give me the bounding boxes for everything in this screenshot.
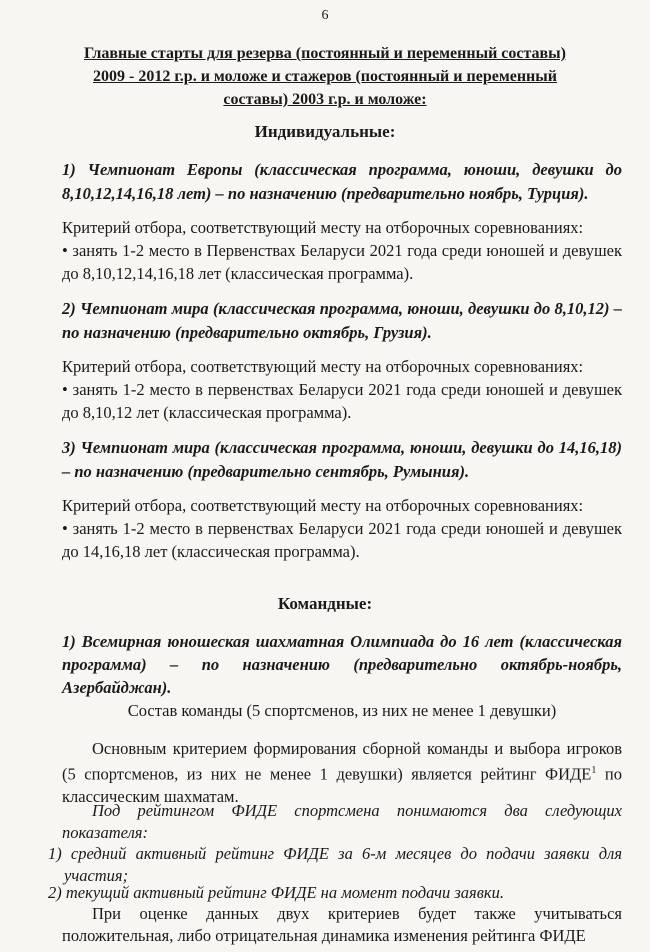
criterion-bullet: • занять 1-2 место в первенствах Беларуси 2021 года среди юношей и девушек до 8,10,12 лет (классическая программа).	[62, 380, 622, 422]
individual-title: Индивидуальные:	[254, 122, 396, 141]
heading-line-1: Главные старты для резерва (постоянный и переменный составы)	[84, 45, 566, 62]
rating-item-1: 1) средний активный рейтинг ФИДЕ за 6-м месяцев до подачи заявки для участия;	[48, 844, 622, 885]
heading-line-3: составы) 2003 г.р. и моложе:	[223, 91, 427, 108]
criterion-intro: Критерий отбора, соответствующий месту на отборочных соревнованиях:	[62, 357, 584, 376]
team-event-1: 1) Всемирная юношеская шахматная Олимпиада до 16 лет (классическая программа) – по назначению (предварительно октябрь-ноябрь, Азербайджан).	[62, 632, 622, 697]
event-3-criterion	[62, 494, 622, 563]
criterion-intro: Критерий отбора, соответствующий месту на отборочных соревнованиях:	[62, 218, 584, 237]
individual-event-3: 3) Чемпионат мира (классическая программа, юноши, девушки до 14,16,18) – по назначению (предварительно сентябрь, Румыния).	[62, 438, 622, 481]
criterion-bullet: • занять 1-2 место в первенствах Беларуси 2021 года среди юношей и девушек до 14,16,18 лет (классическая программа).	[62, 519, 622, 561]
team-composition: Состав команды (5 спортсменов, из них не менее 1 девушки)	[127, 701, 557, 720]
evaluation-paragraph: При оценке данных двух критериев будет также учитываться положительная, либо отрицательная динамика изменения рейтинга ФИДЕ	[62, 904, 622, 945]
heading-line-2: 2009 - 2012 г.р. и моложе и стажеров (постоянный и переменный	[93, 68, 557, 85]
rating-intro: Под рейтингом ФИДЕ спортсмена понимаются два следующих показателя:	[62, 801, 622, 842]
individual-event-2: 2) Чемпионат мира (классическая программа, юноши, девушки до 8,10,12) – по назначению (предварительно октябрь, Грузия).	[62, 299, 622, 342]
event-1-criterion	[62, 216, 622, 285]
main-criterion: Основным критерием формирования сборной команды и выбора игроков (5 спортсменов, из них не менее 1 девушки) является рейтинг ФИДЕ$^1$ по классическим шахматам.	[62, 739, 622, 806]
event-2-criterion	[62, 355, 622, 424]
individual-event-1: 1) Чемпионат Европы (классическая программа, юноши, девушки до 8,10,12,14,16,18 лет) – по назначению (предварительно ноябрь, Турция).	[62, 160, 622, 203]
page-number: 6	[321, 8, 329, 23]
rating-item-2: 2) текущий активный рейтинг ФИДЕ на момент подачи заявки.	[48, 883, 504, 902]
criterion-bullet: • занять 1-2 место в Первенствах Беларуси 2021 года среди юношей и девушек до 8,10,12,14,16,18 лет (классическая программа).	[62, 241, 622, 283]
criterion-intro: Критерий отбора, соответствующий месту на отборочных соревнованиях:	[62, 496, 584, 515]
team-title: Командные:	[277, 594, 373, 613]
